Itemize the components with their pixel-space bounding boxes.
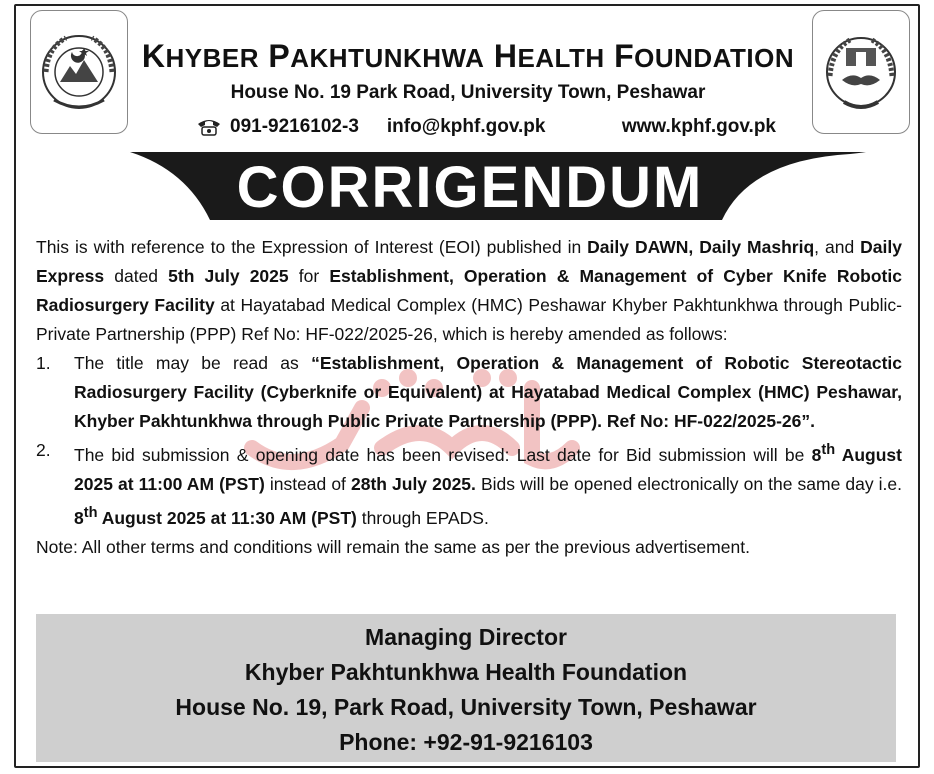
- handshake-logo-icon: [818, 22, 904, 122]
- telephone-icon: [196, 118, 222, 136]
- contact-row: [196, 116, 776, 138]
- kp-government-emblem: [30, 10, 128, 134]
- signatory-organization: Khyber Pakhtunkhwa Health Foundation: [244, 659, 688, 685]
- signatory-title: Managing Director: [365, 624, 567, 650]
- intro-paragraph: This is with reference to the Expression of Interest (EOI) published in Daily DAWN, Daily Mashriq, and Daily Express dated 5th July 2025 for Establishment, Operation & Management of Cyber Knife Robotic Radiosurgery Facility at Hayatabad Medical Complex (HMC) Peshawar Khyber Pakhtunkhwa through Public-Private Partnership (PPP) Ref No: HF-022/2025-26, which is hereby amended as follows:: [36, 237, 902, 344]
- signatory-address: House No. 19, Park Road, University Town, Peshawar: [175, 694, 757, 720]
- amendment-item-1: 1. The title may be read as “Establishment, Operation & Management of Robotic Stereotactic Radiosurgery Facility (Cyberknife or Equivalent) at Hayatabad Medical Complex (HMC) Peshawar, Khyber Pakhtunkhwa through Public Private Partnership (PPP). Ref No: HF-022/2025-26”.: [36, 353, 902, 431]
- phone-contact: [196, 116, 359, 138]
- signature-block: [36, 614, 896, 762]
- website-url: www.kphf.gov.pk: [621, 116, 776, 137]
- organization-name: KHYBER PAKHTUNKHWA HEALTH FOUNDATION: [141, 38, 795, 74]
- corrigendum-body: [36, 233, 902, 562]
- note-paragraph: Note: All other terms and conditions will remain the same as per the previous advertisement.: [36, 536, 750, 557]
- banner-title: CORRIGENDUM: [236, 155, 704, 220]
- organization-address: House No. 19 Park Road, University Town, Peshawar: [230, 82, 706, 103]
- emblem-icon: [36, 22, 122, 122]
- foundation-logo: [812, 10, 910, 134]
- amendment-item-2: 2. The bid submission & opening date has been revised: Last date for Bid submission will be 8th August 2025 at 11:00 AM (PST) instead of 28th July 2025. Bids will be opened electronically on the same day i.e. 8th August 2025 at 11:30 AM (PST) through EPADS.: [36, 440, 902, 528]
- phone-number: 091-9216102-3: [230, 116, 359, 137]
- corrigendum-banner: [130, 150, 870, 226]
- signatory-phone: Phone: +92-91-9216103: [339, 729, 593, 755]
- email-address: info@kphf.gov.pk: [386, 116, 546, 137]
